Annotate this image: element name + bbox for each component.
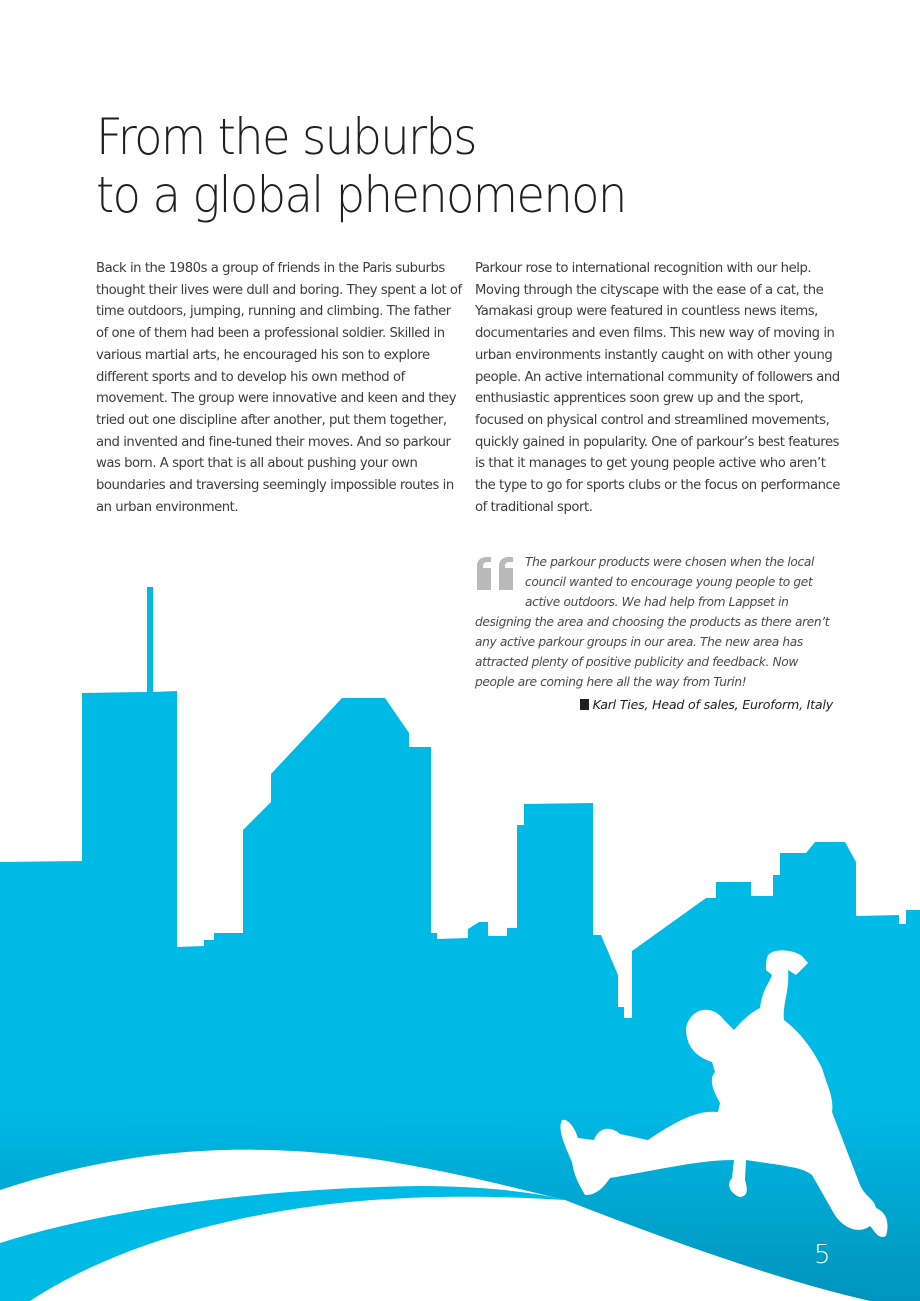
headline-line-1: From the suburbs xyxy=(96,108,476,166)
body-paragraph-left: Back in the 1980s a group of friends in the Paris suburbs thought their lives were dull and boring. They spent a lot of time outdoors, jumping, running and climbing. The father of one of them had been a professional soldier. Skilled in various martial arts, he encouraged his son to explore different sports and to develop his own method of movement. The group were innovative and keen and they tried out one discipline after another, put them together, and invented and fine-tuned their moves. And so parkour was born. A sport that is all about pushing your own boundaries and traversing seemingly impossible routes in an urban environment. xyxy=(96,261,462,515)
square-bullet-icon xyxy=(580,699,589,710)
page-number: 5 xyxy=(814,1240,831,1270)
quote-mark-icon xyxy=(475,556,519,596)
quote-text: The parkour products were chosen when the local council wanted to encourage young people to get active outdoors. We had help from Lappset in designing the area and choosing the products as there aren’t any active parkour groups in our area. The new area has attracted plenty of positive publicity and feedback. Now people are coming here all the way from Turin! xyxy=(475,555,830,689)
quote-attribution xyxy=(475,697,833,712)
body-paragraph-right: Parkour rose to international recognition with our help. Moving through the cityscape with the ease of a cat, the Yamakasi group were featured in countless news items, documentaries and even films. This new way of moving in urban environments instantly caught on with other young people. An active international community of followers and enthusiastic apprentices soon grew up and the sport, focused on physical control and streamlined movements, quickly gained in popularity. One of parkour’s best features is that it manages to get young people active who aren’t the type to go for sports clubs or the focus on performance of traditional sport. xyxy=(475,261,840,515)
testimonial-quote xyxy=(475,552,840,692)
headline-line-2: to a global phenomenon xyxy=(96,166,626,224)
attribution-text: Karl Ties, Head of sales, Euroform, Italy xyxy=(592,697,833,712)
